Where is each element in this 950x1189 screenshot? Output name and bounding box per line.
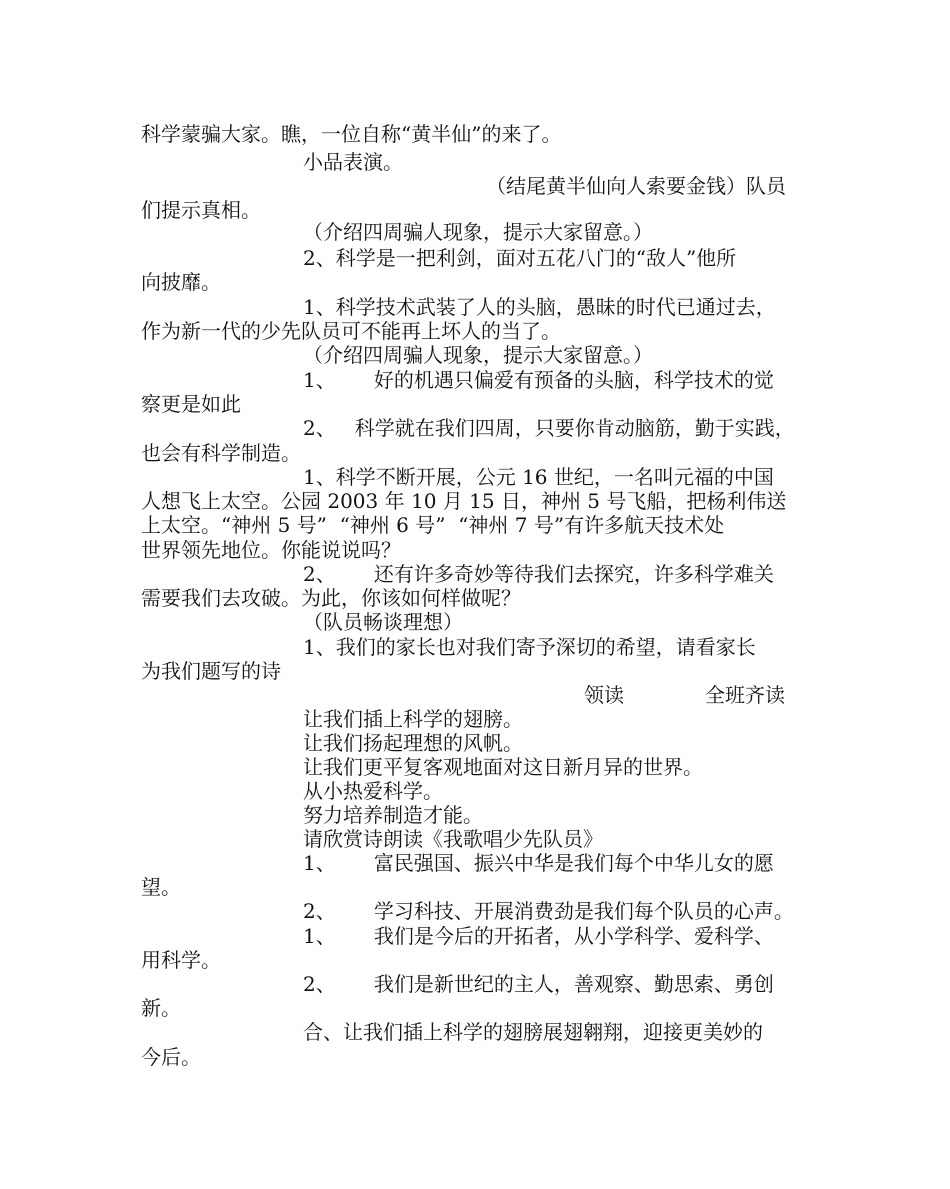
- text-line: 1、科学不断开展，公元 16 世纪，一名叫元福的中国: [303, 465, 774, 489]
- text-line: 2、 学习科技、开展消费劲是我们每个队员的心声。: [303, 899, 794, 923]
- text-line: 2、 还有许多奇妙等待我们去探究，许多科学难关: [303, 562, 774, 586]
- text-line: 领读: [584, 683, 624, 707]
- text-line: 望。: [141, 875, 181, 899]
- text-line: 全班齐读: [705, 683, 785, 707]
- text-line: （结尾黄半仙向人索要金钱）队员: [486, 174, 786, 198]
- text-line: 世界领先地位。你能说说吗？: [141, 538, 401, 562]
- text-line: 1、 富民强国、振兴中华是我们每个中华儿女的愿: [303, 851, 774, 875]
- text-line: 也会有科学制造。: [141, 441, 301, 465]
- text-line: 1、 好的机遇只偏爱有预备的头脑，科学技术的觉: [303, 368, 774, 392]
- text-line: 向披靡。: [141, 270, 221, 294]
- text-line: 1、科学技术武装了人的头脑，愚昧的时代已通过去，: [303, 295, 776, 319]
- text-line: 们提示真相。: [141, 198, 261, 222]
- text-line: 今后。: [141, 1045, 201, 1069]
- text-line: 上太空。“神州 5 号” “神州 6 号” “神州 7 号”有许多航天技术处: [141, 513, 725, 537]
- text-line: 合、让我们插上科学的翅膀展翅翱翔，迎接更美妙的: [303, 1020, 763, 1044]
- text-line: 2、科学是一把利剑，面对五花八门的“敌人”他所: [303, 246, 737, 270]
- text-line: 2、 科学就在我们四周，只要你肯动脑筋，勤于实践，: [303, 416, 795, 440]
- text-line: 让我们更平复客观地面对这日新月异的世界。: [303, 755, 703, 779]
- text-line: 2、 我们是新世纪的主人，善观察、勤思索、勇创: [303, 972, 774, 996]
- text-line: 用科学。: [141, 948, 221, 972]
- text-line: （介绍四周骗人现象，提示大家留意。）: [303, 220, 653, 244]
- text-line: 新。: [141, 996, 181, 1020]
- text-line: （队员畅谈理想）: [303, 610, 463, 634]
- text-line: 让我们插上科学的翅膀。: [303, 707, 523, 731]
- text-line: 请欣赏诗朗读《我歌唱少先队员》: [303, 827, 603, 851]
- text-line: 小品表演。: [303, 150, 403, 174]
- text-line: 为我们题写的诗: [141, 659, 281, 683]
- text-line: 需要我们去攻破。为此，你该如何样做呢？: [141, 586, 521, 610]
- text-line: （介绍四周骗人现象，提示大家留意。）: [303, 343, 653, 367]
- text-line: 让我们扬起理想的风帆。: [303, 731, 523, 755]
- text-line: 作为新一代的少先队员可不能再上坏人的当了。: [141, 319, 561, 343]
- text-line: 1、 我们是今后的开拓者，从小学科学、爱科学、: [303, 924, 774, 948]
- text-line: 察更是如此: [141, 392, 241, 416]
- text-line: 科学蒙骗大家。瞧，一位自称“黄半仙”的来了。: [141, 122, 562, 146]
- text-line: 从小热爱科学。: [303, 779, 443, 803]
- text-line: 努力培养制造才能。: [303, 803, 483, 827]
- text-line: 1、我们的家长也对我们寄予深切的希望，请看家长: [303, 635, 756, 659]
- text-line: 人想飞上太空。公园 2003 年 10 月 15 日，神州 5 号飞船，把杨利伟送: [141, 489, 787, 513]
